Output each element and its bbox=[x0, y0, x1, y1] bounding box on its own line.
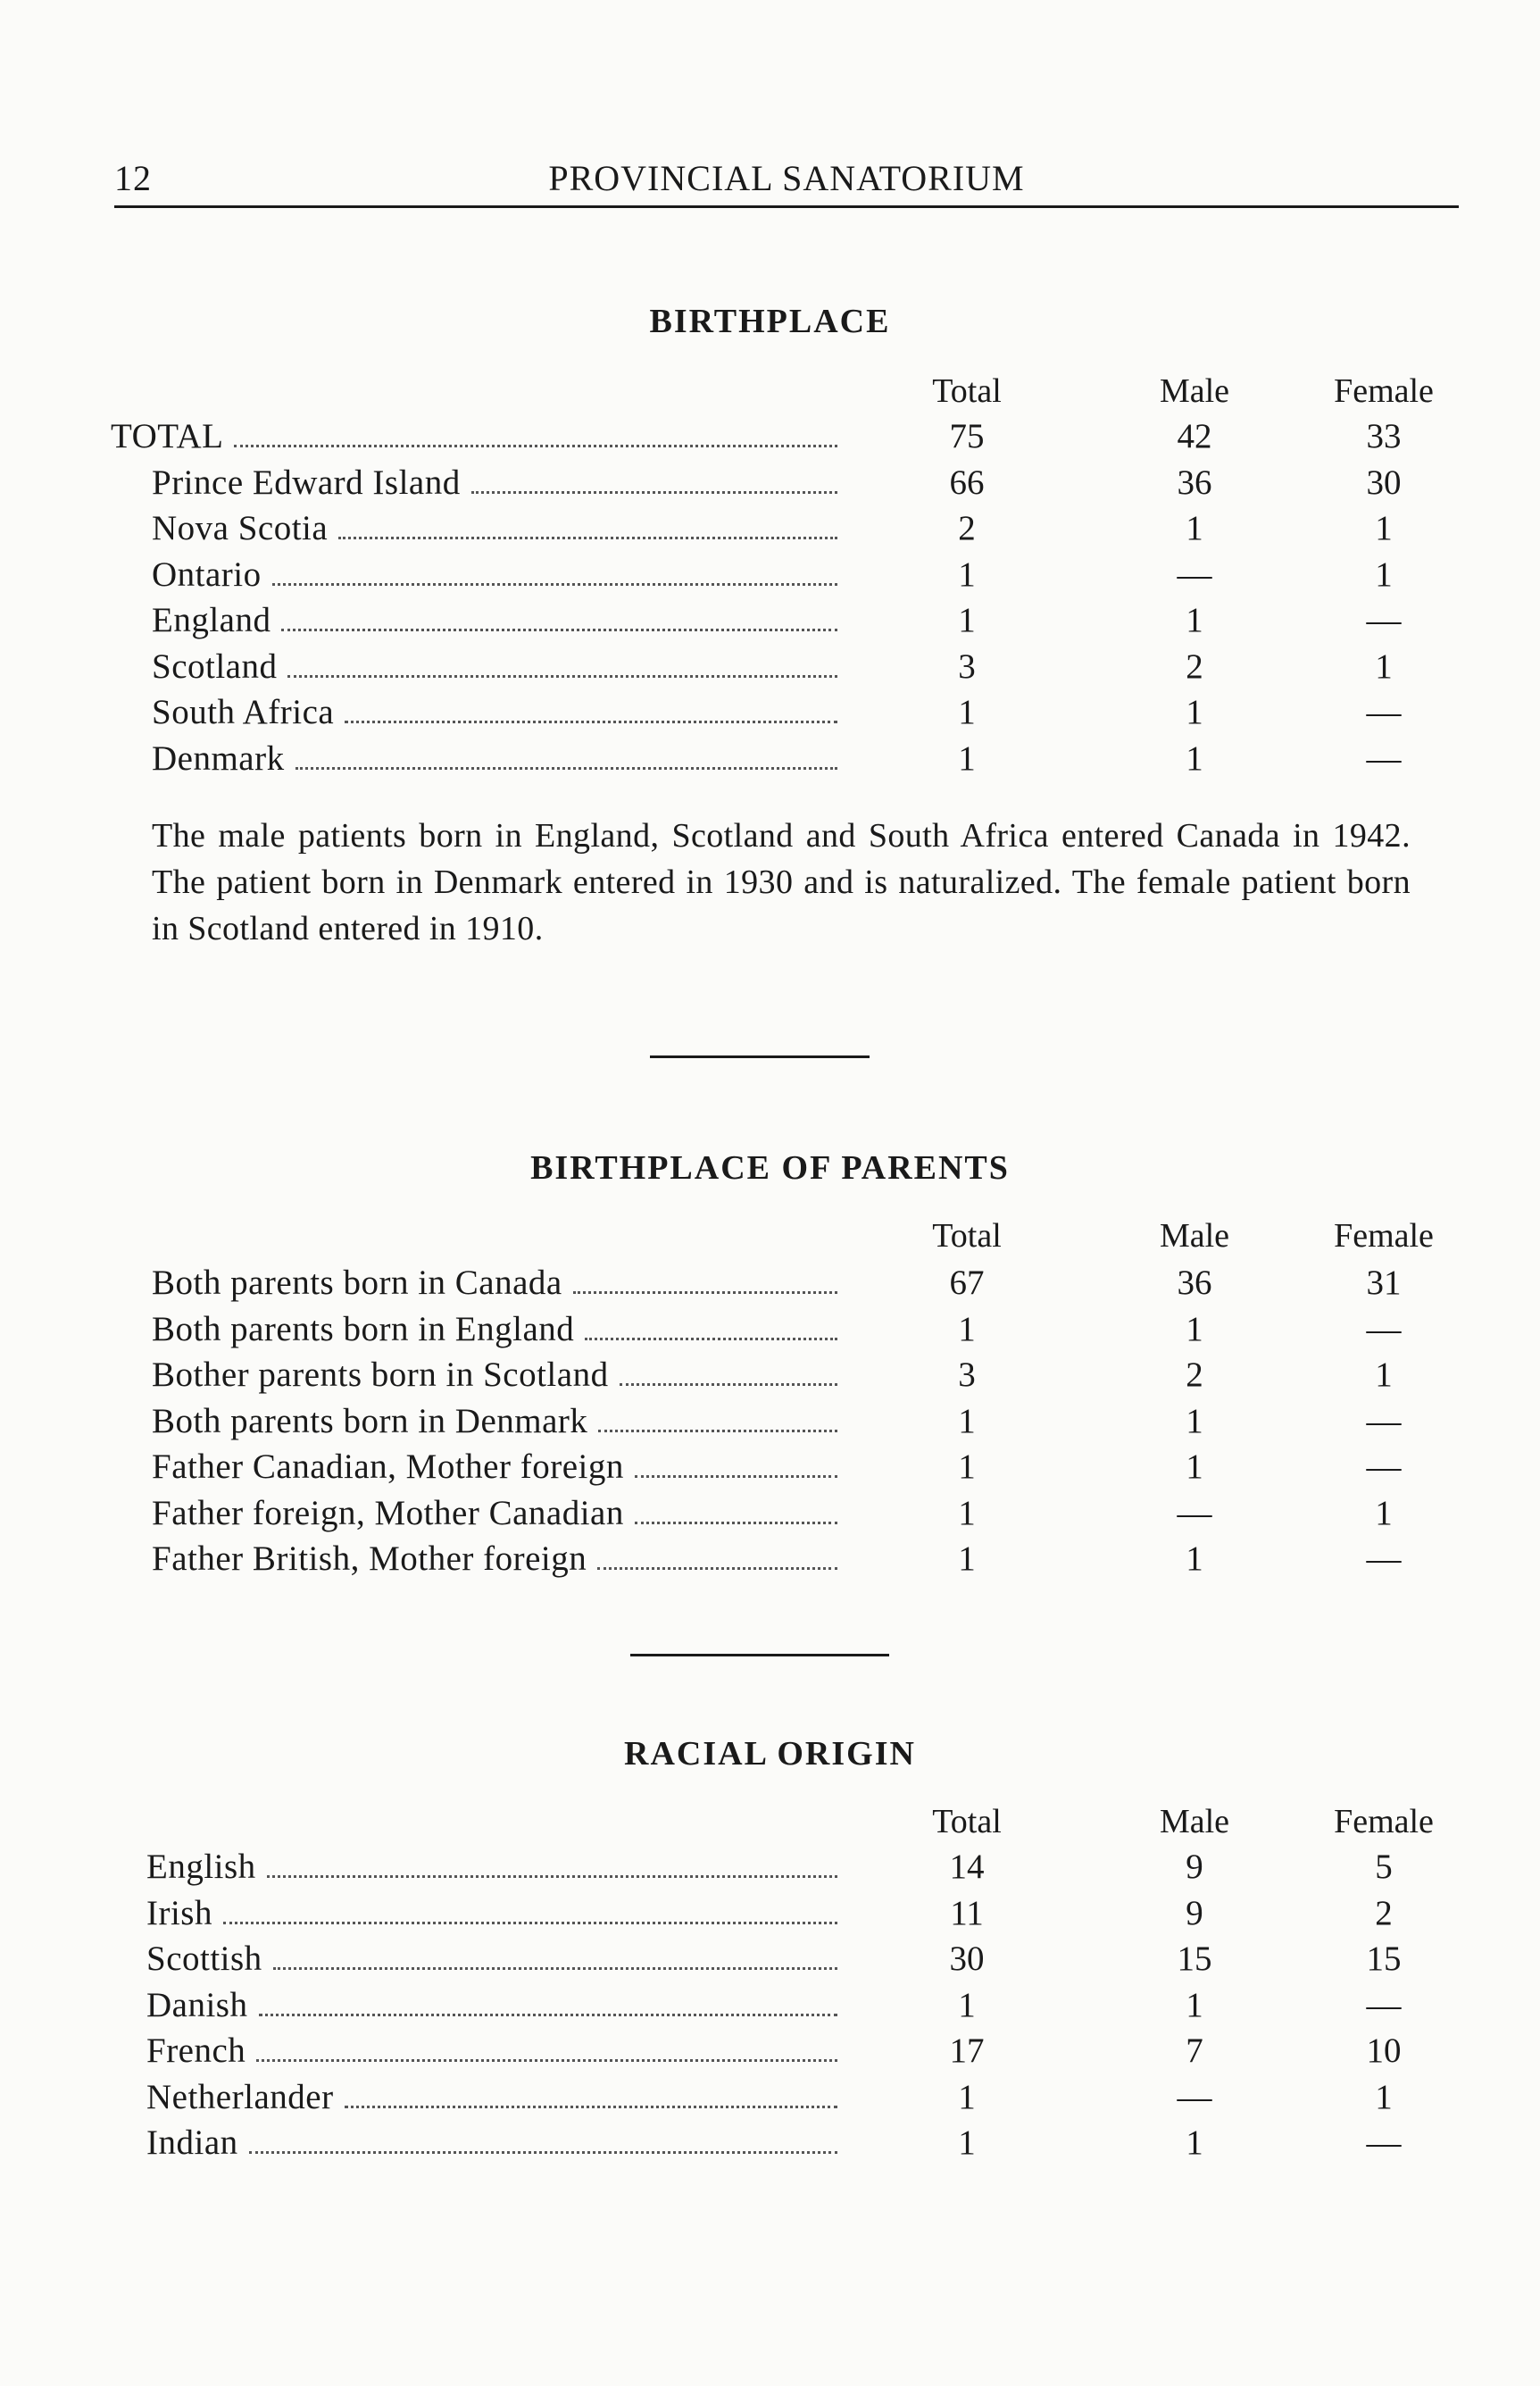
cell-female: — bbox=[1366, 1401, 1402, 1440]
row-label: England bbox=[152, 601, 271, 639]
dot-leader bbox=[345, 2081, 837, 2108]
cell-male: 1 bbox=[1186, 738, 1203, 778]
birthplace-col-female: Female bbox=[1334, 372, 1434, 410]
table-row bbox=[0, 647, 1540, 691]
cell-female: 1 bbox=[1375, 1493, 1393, 1532]
racial-col-male: Male bbox=[1159, 1803, 1230, 1840]
cell-female: — bbox=[1366, 693, 1402, 731]
table-row bbox=[0, 2077, 1540, 2122]
cell-male: 1 bbox=[1186, 509, 1203, 547]
cell-female: 2 bbox=[1375, 1893, 1393, 1932]
table-row bbox=[0, 600, 1540, 645]
cell-total: 67 bbox=[949, 1264, 985, 1302]
dot-leader bbox=[272, 558, 837, 586]
birthplace-note: The male patients born in England, Scotland and South Africa entered Canada in 1942. The patient born in Denmark entered in 1930 and is naturalized. The female patient born in Scotland entered in 1910. bbox=[152, 817, 1411, 947]
row-label: South Africa bbox=[152, 693, 335, 731]
row-label: Both parents born in Denmark bbox=[152, 1401, 588, 1440]
cell-male: 9 bbox=[1186, 1848, 1203, 1886]
dot-leader bbox=[273, 1942, 837, 1970]
cell-total: 1 bbox=[958, 1447, 976, 1486]
cell-total: 75 bbox=[949, 417, 985, 455]
cell-total: 30 bbox=[949, 1940, 985, 1978]
table-row bbox=[0, 1985, 1540, 2030]
table-row bbox=[0, 2123, 1540, 2167]
row-label: Ontario bbox=[152, 555, 262, 594]
racial-col-total: Total bbox=[932, 1803, 1002, 1840]
dot-leader bbox=[234, 420, 837, 447]
cell-male: 15 bbox=[1177, 1940, 1212, 1978]
cell-total: 1 bbox=[958, 693, 976, 731]
cell-female: — bbox=[1366, 1985, 1402, 2024]
table-row bbox=[0, 1355, 1540, 1399]
cell-female: 31 bbox=[1366, 1264, 1402, 1302]
row-label: Scotland bbox=[152, 647, 278, 686]
cell-total: 2 bbox=[958, 509, 976, 547]
cell-total: 1 bbox=[958, 555, 976, 594]
table-row bbox=[0, 1847, 1540, 1891]
cell-female: 5 bbox=[1375, 1848, 1393, 1886]
running-title: PROVINCIAL SANATORIUM bbox=[548, 158, 1025, 198]
dot-leader bbox=[597, 1542, 837, 1570]
table-row bbox=[0, 1401, 1540, 1446]
cell-male: — bbox=[1177, 1493, 1212, 1532]
racial-title: RACIAL ORIGIN bbox=[624, 1735, 916, 1773]
cell-male: 1 bbox=[1186, 1447, 1203, 1486]
section-divider bbox=[630, 1654, 889, 1656]
dot-leader bbox=[573, 1266, 837, 1294]
dot-leader bbox=[296, 742, 837, 770]
cell-total: 1 bbox=[958, 2077, 976, 2116]
birthplace-col-total: Total bbox=[932, 372, 1002, 410]
parents-col-female: Female bbox=[1334, 1217, 1434, 1255]
dot-leader bbox=[259, 1989, 838, 2016]
cell-total: 1 bbox=[958, 601, 976, 639]
dot-leader bbox=[256, 2034, 837, 2062]
cell-male: 2 bbox=[1186, 1356, 1203, 1394]
cell-total: 11 bbox=[950, 1893, 984, 1932]
table-row bbox=[0, 738, 1540, 783]
row-label: Irish bbox=[146, 1893, 212, 1932]
cell-male: 2 bbox=[1186, 647, 1203, 686]
cell-total: 1 bbox=[958, 1401, 976, 1440]
birthplace-title: BIRTHPLACE bbox=[649, 303, 891, 340]
dot-leader bbox=[267, 1850, 837, 1878]
table-row bbox=[0, 1939, 1540, 1983]
table-row bbox=[0, 692, 1540, 737]
page-number: 12 bbox=[114, 158, 152, 198]
racial-col-female: Female bbox=[1334, 1803, 1434, 1840]
row-label: Danish bbox=[146, 1985, 248, 2024]
cell-total: 17 bbox=[949, 2031, 985, 2070]
parents-col-total: Total bbox=[932, 1217, 1002, 1255]
cell-female: 1 bbox=[1375, 647, 1393, 686]
cell-female: 1 bbox=[1375, 1356, 1393, 1394]
row-label: Scottish bbox=[146, 1940, 262, 1978]
row-label: Both parents born in England bbox=[152, 1309, 575, 1348]
section-divider bbox=[650, 1055, 870, 1058]
cell-male: 1 bbox=[1186, 1309, 1203, 1348]
cell-female: — bbox=[1366, 1447, 1402, 1486]
table-row bbox=[0, 508, 1540, 553]
cell-female: — bbox=[1366, 2123, 1402, 2162]
cell-total: 1 bbox=[958, 2123, 976, 2162]
cell-male: 36 bbox=[1177, 1264, 1212, 1302]
row-label: Both parents born in Canada bbox=[152, 1264, 562, 1302]
cell-female: 10 bbox=[1366, 2031, 1402, 2070]
table-row bbox=[0, 2031, 1540, 2075]
cell-female: — bbox=[1366, 601, 1402, 639]
cell-total: 1 bbox=[958, 1493, 976, 1532]
cell-male: 36 bbox=[1177, 463, 1212, 502]
table-row bbox=[0, 1539, 1540, 1583]
dot-leader bbox=[249, 2126, 837, 2154]
table-row bbox=[0, 1447, 1540, 1491]
table-row bbox=[0, 463, 1540, 507]
cell-female: — bbox=[1366, 1539, 1402, 1578]
cell-male: 1 bbox=[1186, 1985, 1203, 2024]
page-header bbox=[114, 157, 1459, 204]
cell-total: 3 bbox=[958, 647, 976, 686]
cell-male: 9 bbox=[1186, 1893, 1203, 1932]
row-label: English bbox=[146, 1848, 256, 1886]
cell-female: 30 bbox=[1366, 463, 1402, 502]
row-label: Father foreign, Mother Canadian bbox=[152, 1493, 624, 1532]
cell-male: 1 bbox=[1186, 1401, 1203, 1440]
cell-male: 1 bbox=[1186, 693, 1203, 731]
dot-leader bbox=[585, 1313, 837, 1340]
table-row bbox=[0, 416, 1540, 461]
dot-leader bbox=[471, 466, 837, 494]
row-label: French bbox=[146, 2031, 246, 2070]
row-label: Father British, Mother foreign bbox=[152, 1539, 587, 1578]
row-label: Nova Scotia bbox=[152, 509, 329, 547]
row-label: Denmark bbox=[152, 738, 285, 778]
dot-leader bbox=[287, 650, 837, 678]
parents-title: BIRTHPLACE OF PARENTS bbox=[530, 1149, 1010, 1187]
cell-total: 14 bbox=[949, 1848, 985, 1886]
row-label: Indian bbox=[146, 2123, 238, 2162]
cell-female: 15 bbox=[1366, 1940, 1402, 1978]
dot-leader bbox=[345, 696, 837, 723]
cell-female: — bbox=[1366, 738, 1402, 778]
dot-leader bbox=[635, 1497, 837, 1524]
cell-total: 1 bbox=[958, 1985, 976, 2024]
cell-male: — bbox=[1177, 2077, 1212, 2116]
cell-male: — bbox=[1177, 555, 1212, 594]
table-row bbox=[0, 1263, 1540, 1307]
cell-male: 42 bbox=[1177, 417, 1212, 455]
dot-leader bbox=[598, 1405, 837, 1432]
cell-female: 33 bbox=[1366, 417, 1402, 455]
cell-total: 1 bbox=[958, 738, 976, 778]
cell-total: 66 bbox=[949, 463, 985, 502]
dot-leader bbox=[281, 604, 837, 631]
header-rule bbox=[114, 205, 1459, 208]
row-label: Prince Edward Island bbox=[152, 463, 461, 502]
dot-leader bbox=[338, 512, 837, 539]
cell-male: 1 bbox=[1186, 2123, 1203, 2162]
table-row bbox=[0, 1893, 1540, 1938]
dot-leader bbox=[635, 1450, 837, 1478]
dot-leader bbox=[223, 1897, 837, 1924]
birthplace-col-male: Male bbox=[1159, 372, 1230, 410]
row-label: Father Canadian, Mother foreign bbox=[152, 1447, 624, 1486]
cell-female: 1 bbox=[1375, 509, 1393, 547]
cell-male: 1 bbox=[1186, 1539, 1203, 1578]
cell-total: 1 bbox=[958, 1539, 976, 1578]
cell-total: 1 bbox=[958, 1309, 976, 1348]
row-label: TOTAL bbox=[111, 417, 224, 455]
cell-female: 1 bbox=[1375, 2077, 1393, 2116]
row-label: Netherlander bbox=[146, 2077, 334, 2116]
table-row bbox=[0, 1493, 1540, 1538]
parents-col-male: Male bbox=[1159, 1217, 1230, 1255]
cell-total: 3 bbox=[958, 1356, 976, 1394]
cell-male: 1 bbox=[1186, 601, 1203, 639]
cell-female: 1 bbox=[1375, 555, 1393, 594]
cell-female: — bbox=[1366, 1309, 1402, 1348]
row-label: Bother parents born in Scotland bbox=[152, 1356, 609, 1394]
table-row bbox=[0, 1309, 1540, 1354]
table-row bbox=[0, 555, 1540, 599]
dot-leader bbox=[620, 1358, 837, 1386]
cell-male: 7 bbox=[1186, 2031, 1203, 2070]
